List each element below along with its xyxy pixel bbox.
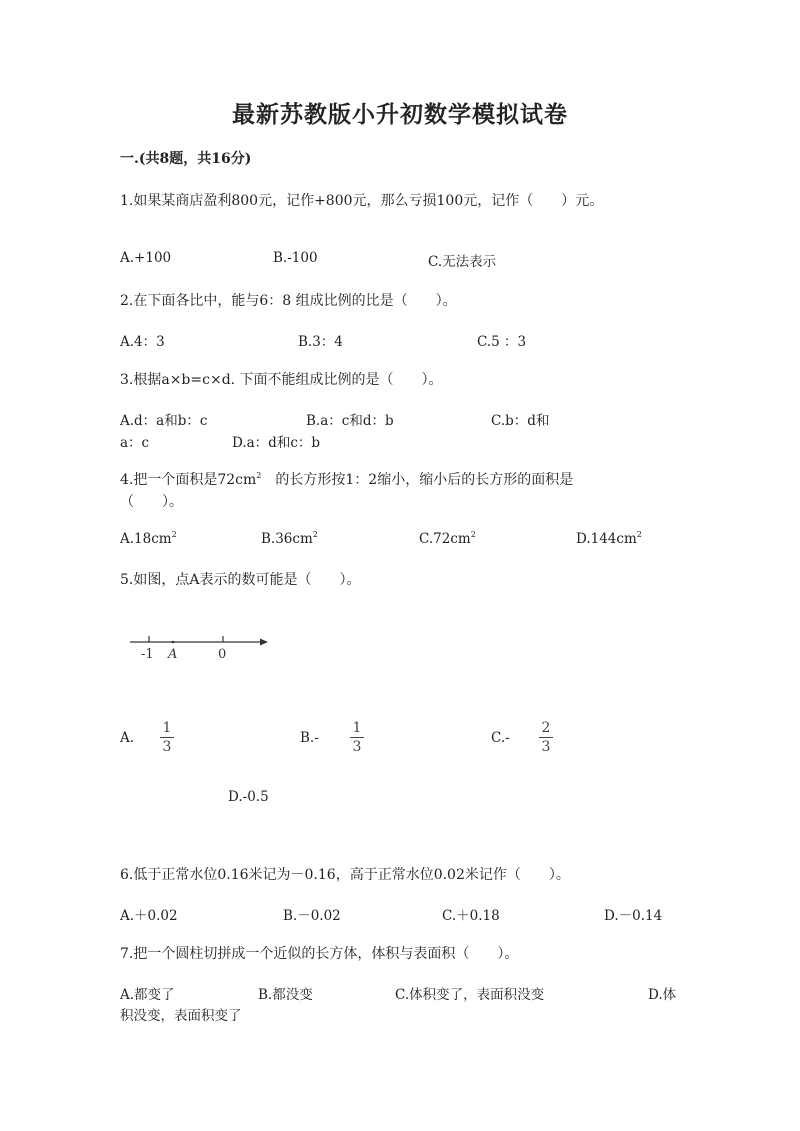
- q5-option-d: D.-0.5: [228, 789, 269, 805]
- q4-option-c-label: C.72cm: [419, 531, 471, 547]
- q2-option-a: A.4：3: [120, 334, 165, 350]
- q4-option-a: [120, 530, 177, 547]
- question-4: [120, 469, 573, 489]
- q2-option-b: B.3：4: [298, 334, 343, 350]
- q4-option-a-sup: 2: [171, 530, 177, 539]
- question-4-line2: （ ）。: [120, 494, 183, 510]
- q4-option-d-label: D.144cm: [576, 531, 637, 547]
- point-a: [172, 641, 175, 644]
- q5-option-b-fraction: [350, 720, 364, 755]
- q4-text-part1: 4.把一个面积是72cm: [120, 472, 257, 488]
- q5-b-numerator: 1: [352, 720, 362, 736]
- q4-sup: 2: [256, 471, 262, 480]
- question-6: 6.低于正常水位0.16米记为－0.16，高于正常水位0.02米记作（ ）。: [120, 867, 570, 883]
- question-3: 3.根据a×b=c×d. 下面不能组成比例的是（ ）。: [120, 372, 443, 388]
- q5-a-numerator: 1: [162, 720, 172, 736]
- axis-label-zero: 0: [218, 647, 227, 662]
- q5-option-a-fraction: [160, 720, 174, 755]
- q3-option-c: C.b：d和: [491, 413, 550, 429]
- q4-text-part2: 的长方形按1：2缩小，缩小后的长方形的面积是: [261, 472, 574, 488]
- q3-option-a: A.d：a和b：c: [120, 413, 208, 429]
- q4-option-d-sup: 2: [636, 530, 642, 539]
- q4-option-b-sup: 2: [312, 530, 318, 539]
- q3-option-b: B.a：c和d：b: [306, 413, 394, 429]
- q7-option-a: A.都变了: [120, 987, 175, 1003]
- section-heading: 一.(共8题，共16分): [120, 151, 252, 167]
- fraction-bar: [350, 737, 364, 738]
- q4-option-b-label: B.36cm: [261, 531, 313, 547]
- q5-option-c: C.-: [491, 730, 510, 746]
- question-2: 2.在下面各比中，能与6：8 组成比例的比是（ ）。: [120, 293, 457, 309]
- q4-option-d: [576, 530, 642, 547]
- q5-option-a: A.: [120, 730, 135, 746]
- q6-option-c: C.＋0.18: [442, 908, 500, 924]
- fraction-bar: [160, 737, 174, 738]
- q6-option-a: A.＋0.02: [120, 908, 178, 924]
- q6-option-b: B.－0.02: [283, 908, 341, 924]
- q5-b-denominator: 3: [352, 739, 362, 755]
- q5-option-b: B.-: [300, 730, 319, 746]
- q1-option-c: C.无法表示: [428, 254, 497, 270]
- q1-option-b: B.-100: [273, 250, 318, 266]
- q5-a-denominator: 3: [162, 739, 172, 755]
- number-line-arrow: [260, 639, 268, 646]
- question-5: 5.如图，点A表示的数可能是（ ）。: [120, 572, 361, 588]
- question-7: 7.把一个圆柱切拼成一个近似的长方体，体积与表面积（ ）。: [120, 946, 519, 962]
- number-line: [120, 630, 280, 664]
- q4-option-b: [261, 530, 318, 547]
- q7-option-d: D.体: [648, 987, 677, 1003]
- q4-option-a-label: A.18cm: [120, 531, 172, 547]
- page-title: 最新苏教版小升初数学模拟试卷: [232, 101, 568, 128]
- axis-label-a: A: [168, 647, 178, 662]
- q4-option-c: [419, 530, 476, 547]
- fraction-bar: [539, 737, 553, 738]
- axis-label-minus-one: -1: [141, 647, 154, 662]
- q4-option-c-sup: 2: [470, 530, 476, 539]
- q7-option-d-continued: 积没变，表面积变了: [120, 1008, 242, 1024]
- q5-c-denominator: 3: [541, 739, 551, 755]
- q1-option-a: A.+100: [120, 250, 172, 266]
- q7-option-c: C.体积变了，表面积没变: [395, 987, 545, 1003]
- question-1: 1.如果某商店盈利800元，记作+800元，那么亏损100元，记作（ ）元。: [120, 193, 604, 209]
- q2-option-c: C.5 ：3: [477, 334, 527, 350]
- q5-option-c-fraction: [539, 720, 553, 755]
- q3-option-c-continued: a：c: [120, 435, 150, 451]
- q6-option-d: D.－0.14: [604, 908, 663, 924]
- q7-option-b: B.都没变: [258, 987, 313, 1003]
- q5-c-numerator: 2: [541, 720, 551, 736]
- q3-option-d: D.a：d和c：b: [232, 435, 321, 451]
